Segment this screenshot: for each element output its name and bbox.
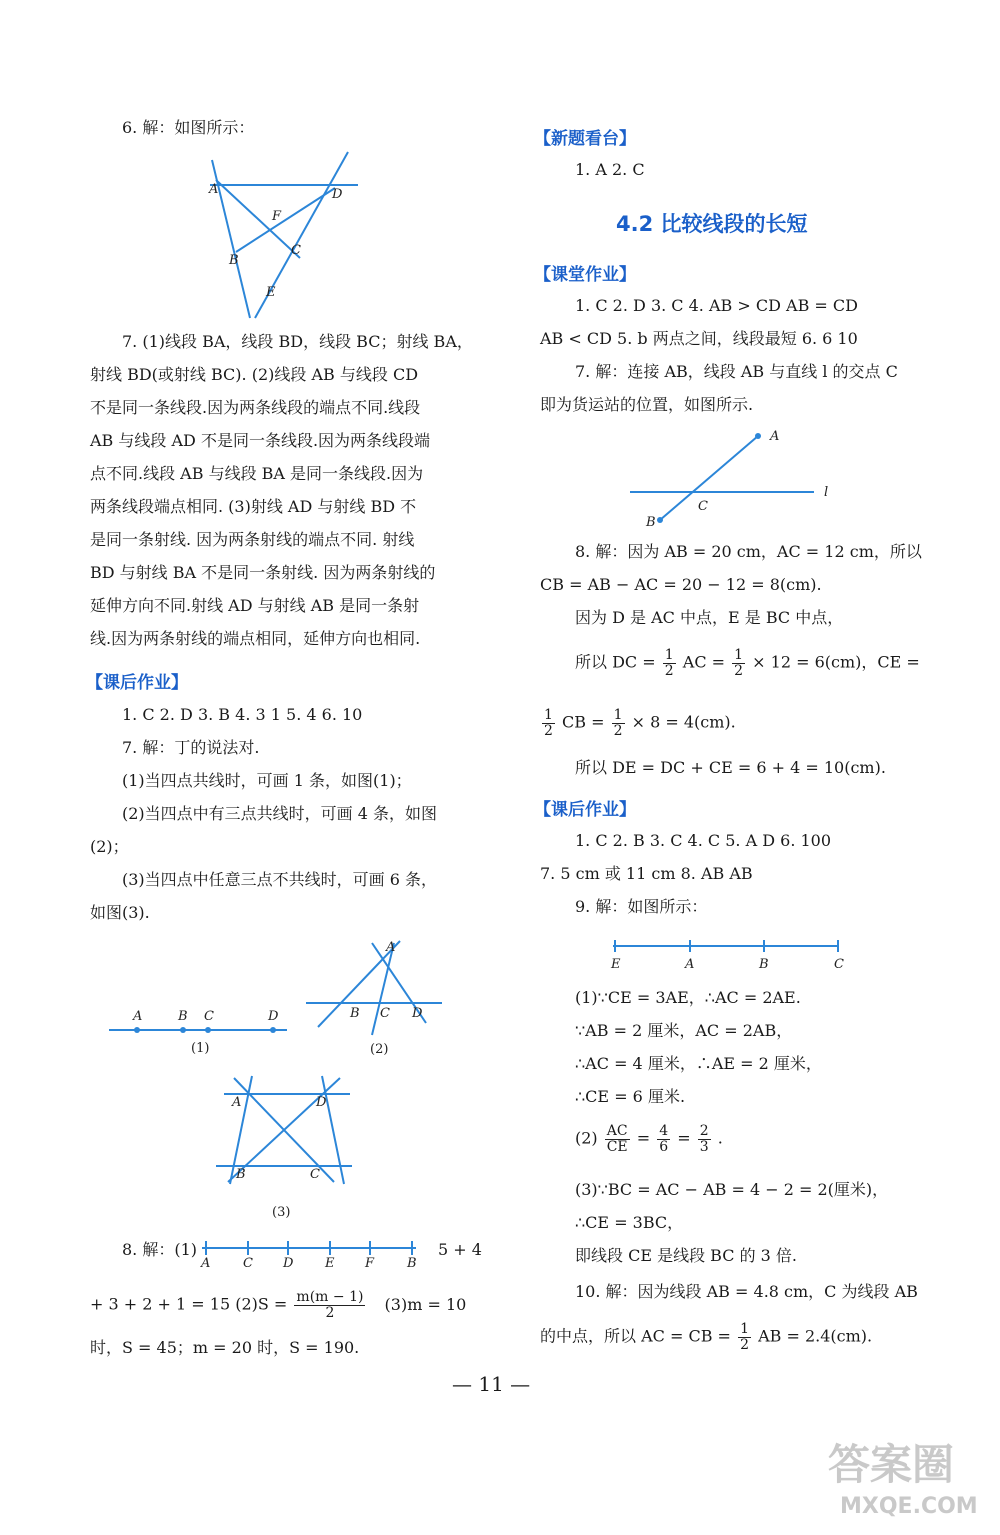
r-q8-line5 (540, 708, 736, 738)
half-fraction (738, 1322, 751, 1352)
hw7-line: (2)； (90, 837, 129, 856)
fig9-label-c: C (834, 957, 844, 972)
q7-line: 线.因为两条射线的端点相同，延伸方向也相同. (90, 629, 421, 648)
q7-line: BD 与射线 BA 不是同一条射线. 因为两条射线的 (90, 563, 436, 582)
fig7-label-c: C (698, 499, 708, 514)
r-q10-line2 (540, 1322, 872, 1352)
figure-3-no-collinear (210, 1070, 360, 1230)
figure-q6 (200, 150, 370, 325)
r-q8-line2: CB = AB − AC = 20 − 12 = 8(cm). (540, 575, 822, 594)
section-new-problems: 【新题看台】 (534, 129, 636, 149)
q9-f3-num: 2 (699, 1123, 709, 1139)
r-q9-head: 9. 解：如图所示： (575, 897, 708, 916)
fig6-label-e: E (266, 285, 276, 300)
q8-left-line2 (90, 1290, 466, 1320)
q10-line2-b: AB = 2.4(cm). (758, 1326, 873, 1346)
figure-q7-station (620, 420, 840, 532)
half-num: 1 (740, 1321, 749, 1337)
section-homework-right: 【课后作业】 (534, 800, 636, 820)
r-q9-line3: ∴AC = 4 厘米，∴AE = 2 厘米， (575, 1054, 822, 1073)
q8-line2-b: (3)m = 10 (384, 1294, 467, 1314)
r-q9-line5 (575, 1124, 723, 1154)
r-q9-line8: 即线段 CE 是线段 BC 的 3 倍. (575, 1246, 798, 1265)
q9-f1-den: CE (606, 1138, 628, 1155)
hw7-line: 7. 解：丁的说法对. (122, 738, 260, 757)
q9-f2-num: 4 (659, 1123, 669, 1139)
watermark-logo: 答案圈 (828, 1440, 955, 1489)
r-hw-line1: 1. C 2. B 3. C 4. C 5. A D 6. 100 (575, 831, 832, 850)
q7-line: 点不同.线段 AB 与线段 BA 是同一条线段.因为 (90, 464, 424, 483)
fig3-caption: (3) (272, 1205, 291, 1220)
q10-line2-a: 的中点，所以 AC = CB = (540, 1326, 731, 1346)
fig2-label-b: B (350, 1006, 360, 1021)
section-homework-left: 【课后作业】 (86, 673, 188, 693)
half-num: 1 (613, 707, 623, 723)
hw7-line: (1)当四点共线时，可画 1 条，如图(1)； (122, 771, 412, 790)
fig6-label-b: B (229, 253, 239, 268)
classwork-line2: AB < CD 5. b 两点之间，线段最短 6. 6 10 (540, 329, 858, 348)
half-den: 2 (544, 722, 553, 739)
r-q8-line3: 因为 D 是 AC 中点，E 是 BC 中点， (575, 608, 844, 627)
q8-frac-den: 2 (325, 1304, 335, 1321)
q8-frac-num: m(m − 1) (296, 1289, 364, 1305)
fig1-label-d: D (268, 1009, 279, 1024)
fig2-caption: (2) (370, 1042, 389, 1057)
r-q8-line4-c: × 12 = 6(cm)，CE = (752, 652, 920, 672)
r-q8-line4 (575, 648, 920, 678)
fig3-label-b: B (236, 1167, 246, 1182)
r-q10-line1: 10. 解：因为线段 AB = 4.8 cm，C 为线段 AB (575, 1282, 918, 1301)
q8-fraction (294, 1290, 365, 1320)
q7-line: AB 与线段 AD 不是同一条线段.因为两条线段端 (90, 431, 431, 450)
q7-line: 延伸方向不同.射线 AD 与射线 AB 是同一条射 (90, 596, 420, 615)
half-num: 1 (734, 647, 744, 663)
equals-sign: = (677, 1128, 691, 1148)
q8-point-f: F (365, 1256, 375, 1268)
r-q8-line5-b: × 8 = 4(cm). (631, 712, 736, 732)
r-q9-line2: ∵AB = 2 厘米，AC = 2AB， (575, 1021, 793, 1040)
q9-f2-den: 6 (659, 1138, 669, 1155)
homework-answers-left: 1. C 2. D 3. B 4. 3 1 5. 4 6. 10 (122, 705, 363, 724)
half-den: 2 (613, 722, 623, 739)
new-answers: 1. A 2. C (575, 160, 645, 179)
r-q8-line4-b: AC = (682, 652, 726, 672)
q8-point-e: E (325, 1256, 335, 1268)
r-q8-line1: 8. 解：因为 AB = 20 cm，AC = 12 cm，所以 (575, 542, 922, 561)
half-fraction (542, 708, 555, 738)
fig9-label-b: B (759, 957, 769, 972)
fig1-label-b: B (178, 1009, 188, 1024)
page-number: — 11 — (452, 1372, 531, 1396)
figure-1-collinear (105, 1000, 295, 1060)
half-fraction (663, 648, 676, 678)
hw7-line: 如图(3). (90, 903, 150, 922)
fig2-label-c: C (380, 1006, 390, 1021)
fig3-label-d: D (316, 1095, 327, 1110)
fig9-label-e: E (611, 957, 621, 972)
q8-point-c: C (243, 1256, 253, 1268)
fig6-label-c: C (291, 243, 301, 258)
q9-fraction-ac-ce (605, 1124, 630, 1154)
half-den: 2 (664, 662, 674, 679)
hw7-line: (3)当四点中任意三点不共线时，可画 6 条， (122, 870, 438, 889)
q8-line2-a: + 3 + 2 + 1 = 15 (2)S = (90, 1294, 288, 1314)
q7-line: 7. (1)线段 BA，线段 BD，线段 BC；射线 BA， (122, 332, 473, 351)
fig9-label-a: A (685, 957, 695, 972)
fig1-label-a: A (133, 1009, 143, 1024)
q7-line: 是同一条射线. 因为两条射线的端点不同. 射线 (90, 530, 415, 549)
q8-left-tail: 5 + 4 (438, 1240, 482, 1259)
half-num: 1 (544, 707, 553, 723)
figure-q9-segment (605, 934, 855, 974)
r-q9-line1: (1)∵CE = 3AE，∴AC = 2AE. (575, 988, 801, 1007)
half-fraction (732, 648, 745, 678)
q7-line: 射线 BD(或射线 BC). (2)线段 AB 与线段 CD (90, 365, 419, 384)
q6-heading: 6. 解：如图所示： (122, 118, 255, 137)
half-den: 2 (740, 1336, 749, 1353)
half-num: 1 (664, 647, 674, 663)
figure-2-three-collinear (300, 935, 450, 1065)
classwork-line1: 1. C 2. D 3. C 4. AB > CD AB = CD (575, 296, 858, 315)
fig1-label-c: C (204, 1009, 214, 1024)
chapter-title: 4.2 比较线段的长短 (616, 212, 808, 236)
q9-part2-label: (2) (575, 1128, 598, 1148)
q9-fraction-2-3 (698, 1124, 711, 1154)
equals-sign: = (636, 1128, 651, 1148)
q8-point-a: A (201, 1256, 211, 1268)
q9-f1-num: AC (606, 1123, 628, 1139)
q9-f3-den: 3 (699, 1138, 709, 1155)
r-q8-line6: 所以 DE = DC + CE = 6 + 4 = 10(cm). (575, 758, 886, 777)
r-q9-line4: ∴CE = 6 厘米. (575, 1087, 686, 1106)
q8-left-head: 8. 解：(1) (122, 1240, 198, 1259)
half-fraction (612, 708, 625, 738)
fig2-label-d: D (412, 1006, 423, 1021)
r-q8-line5-a: CB = (562, 712, 605, 732)
fig3-label-c: C (310, 1167, 320, 1182)
fig6-label-f: F (272, 209, 282, 224)
period: . (717, 1128, 723, 1148)
q9-fraction-4-6 (657, 1124, 670, 1154)
q7-line: 不是同一条线段.因为两条线段的端点不同.线段 (90, 398, 421, 417)
r-q9-line7: ∴CE = 3BC， (575, 1213, 684, 1232)
fig1-caption: (1) (191, 1041, 210, 1056)
q8-left-line3: 时，S = 45；m = 20 时，S = 190. (90, 1338, 360, 1357)
fig7-label-l: l (824, 485, 829, 500)
q8-point-d: D (283, 1256, 294, 1268)
q7-line: 两条线段端点相同. (3)射线 AD 与射线 BD 不 (90, 497, 417, 516)
section-classwork: 【课堂作业】 (534, 265, 636, 285)
fig3-label-a: A (232, 1095, 242, 1110)
fig7-label-a: A (770, 429, 780, 444)
watermark-url: MXQE.COM (840, 1494, 978, 1519)
half-den: 2 (734, 662, 744, 679)
q8-point-b: B (407, 1256, 417, 1268)
figure-q8-segment (196, 1236, 426, 1268)
r-q7-line1: 7. 解：连接 AB，线段 AB 与直线 l 的交点 C (575, 362, 898, 381)
r-q7-line2: 即为货运站的位置，如图所示. (540, 395, 754, 414)
r-q9-line6: (3)∵BC = AC − AB = 4 − 2 = 2(厘米)， (575, 1180, 889, 1199)
r-hw-line2: 7. 5 cm 或 11 cm 8. AB AB (540, 864, 753, 883)
fig6-label-a: A (209, 182, 219, 197)
r-q8-line4-a: 所以 DC = (575, 652, 656, 672)
fig7-label-b: B (646, 515, 656, 530)
fig6-label-d: D (332, 187, 343, 202)
fig2-label-a: A (386, 940, 396, 955)
hw7-line: (2)当四点中有三点共线时，可画 4 条，如图 (122, 804, 438, 823)
